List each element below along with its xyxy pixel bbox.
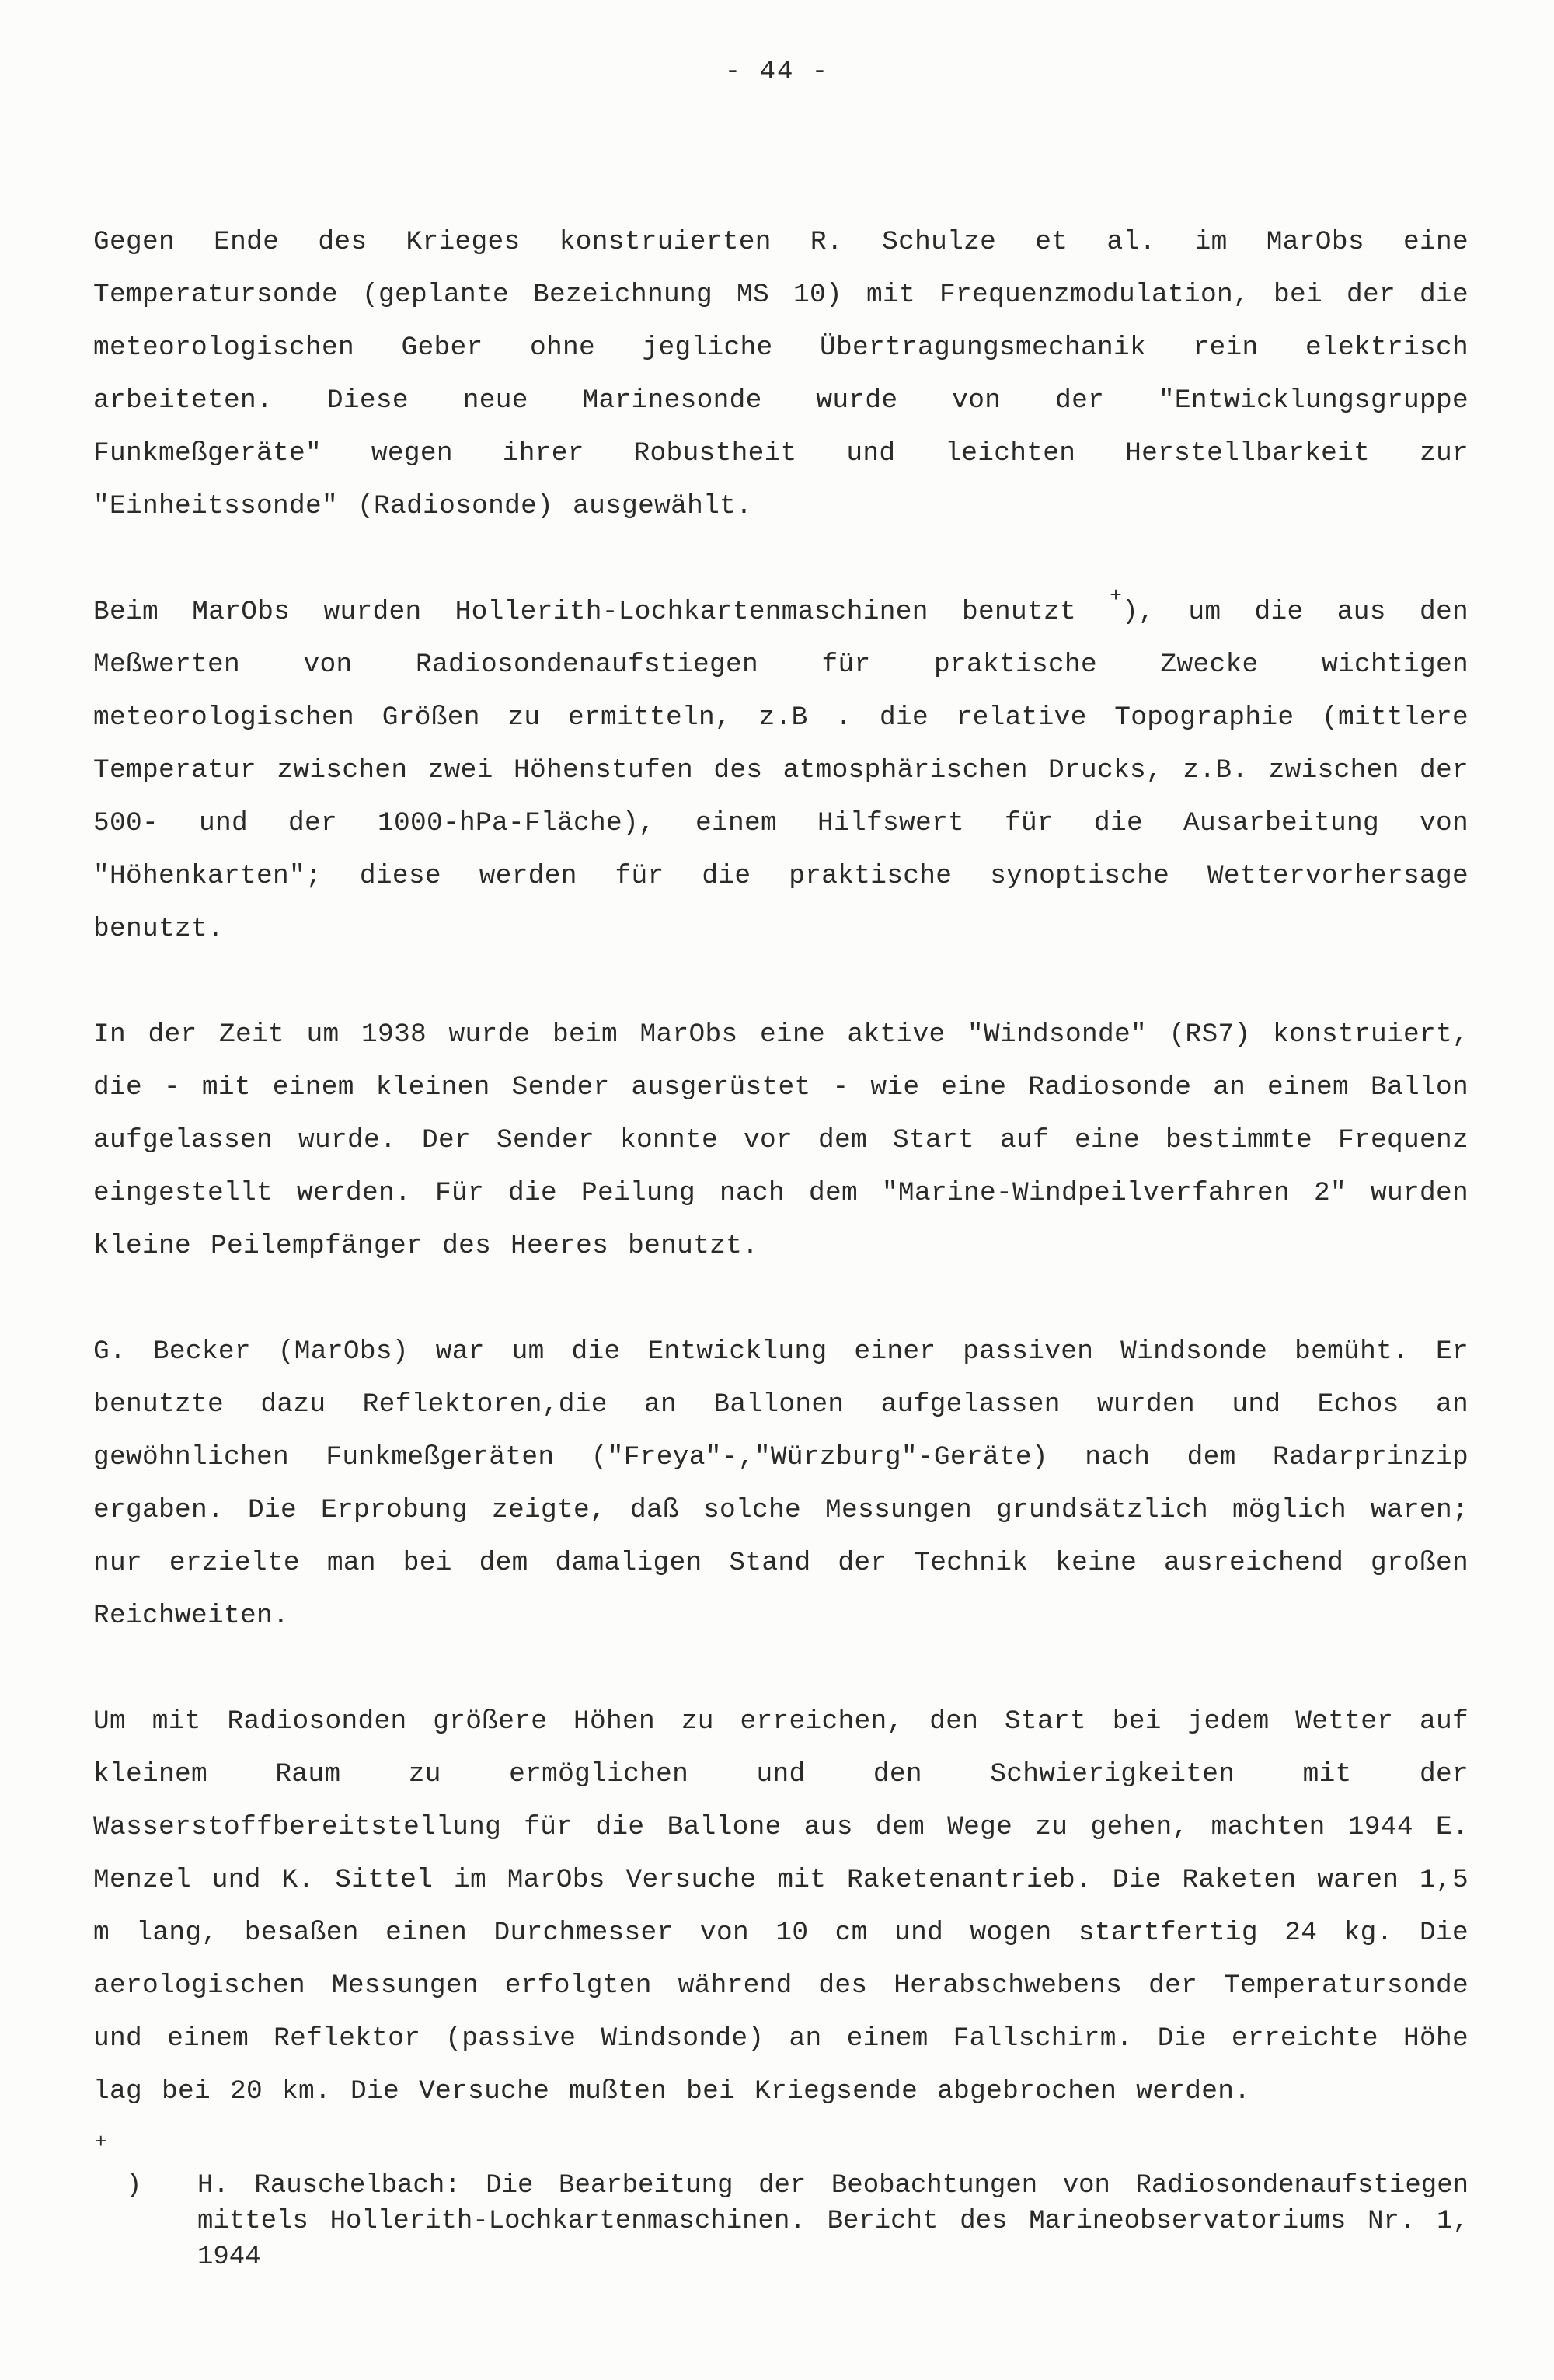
footnote-text: H. Rauschelbach: Die Bearbeitung der Beobachtungen von Radiosondenaufstiegen mittels Hollerith-Lochkartenmaschinen. Bericht des Marineobservatoriums Nr. 1, 1944 (197, 2171, 1469, 2272)
page-number: - 44 - (724, 57, 830, 87)
footnote-paren: ) (126, 2171, 142, 2201)
paragraph-hollerith-rest: ), um die aus den Meßwerten von Radiosondenaufstiegen für praktische Zwecke wichtigen meteorologischen Größen zu ermitteln, z.B . die relative Topographie (mittlere Temperatur zwischen zwei Höhenstufen des atmosphärischen Drucks, z.B. zwischen der 500- und der 1000-hPa-Fläche), einem Hilfswert für die Ausarbeitung von "Höhenkarten"; diese werden für die praktische synoptische Wettervorhersage benutzt. (93, 597, 1469, 944)
footnote-plus: + (95, 2131, 107, 2154)
paragraph-passive-windsonde: G. Becker (MarObs) war um die Entwicklung einer passiven Windsonde bemüht. Er benutzte dazu Reflektoren,die an Ballonen aufgelassen wurden und Echos an gewöhnlichen Funkmeßgeräten ("Freya"-,"Würzburg"-Geräte) nach dem Radarprinzip ergaben. Die Erprobung zeigte, daß solche Messungen grundsätzlich möglich waren; nur erzielte man bei dem damaligen Stand der Technik keine ausreichend großen Reichweiten. (93, 1336, 1469, 1631)
paragraph-windsonde-rs7: In der Zeit um 1938 wurde beim MarObs eine aktive "Windsonde" (RS7) konstruiert, die - mit einem kleinen Sender ausgerüstet - wie eine Radiosonde an einem Ballon aufgelassen wurde. Der Sender konnte vor dem Start auf eine bestimmte Frequenz eingestellt werden. Für die Peilung nach dem "Marine-Windpeilverfahren 2" wurden kleine Peilempfänger des Heeres benutzt. (93, 1019, 1469, 1261)
paragraph-radiosonde-ms10: Gegen Ende des Krieges konstruierten R. Schulze et al. im MarObs eine Temperatursonde (geplante Bezeichnung MS 10) mit Frequenzmodulation, bei der die meteorologischen Geber ohne jegliche Übertragungsmechanik rein elektrisch arbeiteten. Diese neue Marinesonde wurde von der "Entwicklungsgruppe Funkmeßgeräte" wegen ihrer Robustheit und leichten Herstellbarkeit zur "Einheitssonde" (Radiosonde) ausgewählt. (93, 227, 1469, 521)
paragraph-hollerith-start: Beim MarObs wurden Hollerith-Lochkartenmaschinen benutzt (93, 597, 1110, 627)
document-body (93, 216, 1469, 2171)
footnote-reference-mark: + (1110, 584, 1123, 608)
paragraph-raketen: Um mit Radiosonden größere Höhen zu erreichen, den Start bei jedem Wetter auf kleinem Raum zu ermöglichen und den Schwierigkeiten mit der Wasserstoffbereitstellung für die Ballone aus dem Wege zu gehen, machten 1944 E. Menzel und K. Sittel im MarObs Versuche mit Raketenantrieb. Die Raketen waren 1,5 m lang, besaßen einen Durchmesser von 10 cm und wogen startfertig 24 kg. Die aerologischen Messungen erfolgten während des Herabschwebens der Temperatursonde und einem Reflektor (passive Windsonde) an einem Fallschirm. Die erreichte Höhe lag bei 20 km. Die Versuche mußten bei Kriegsende abgebrochen werden. (93, 1706, 1469, 2106)
paragraph-hollerith (93, 586, 1469, 956)
